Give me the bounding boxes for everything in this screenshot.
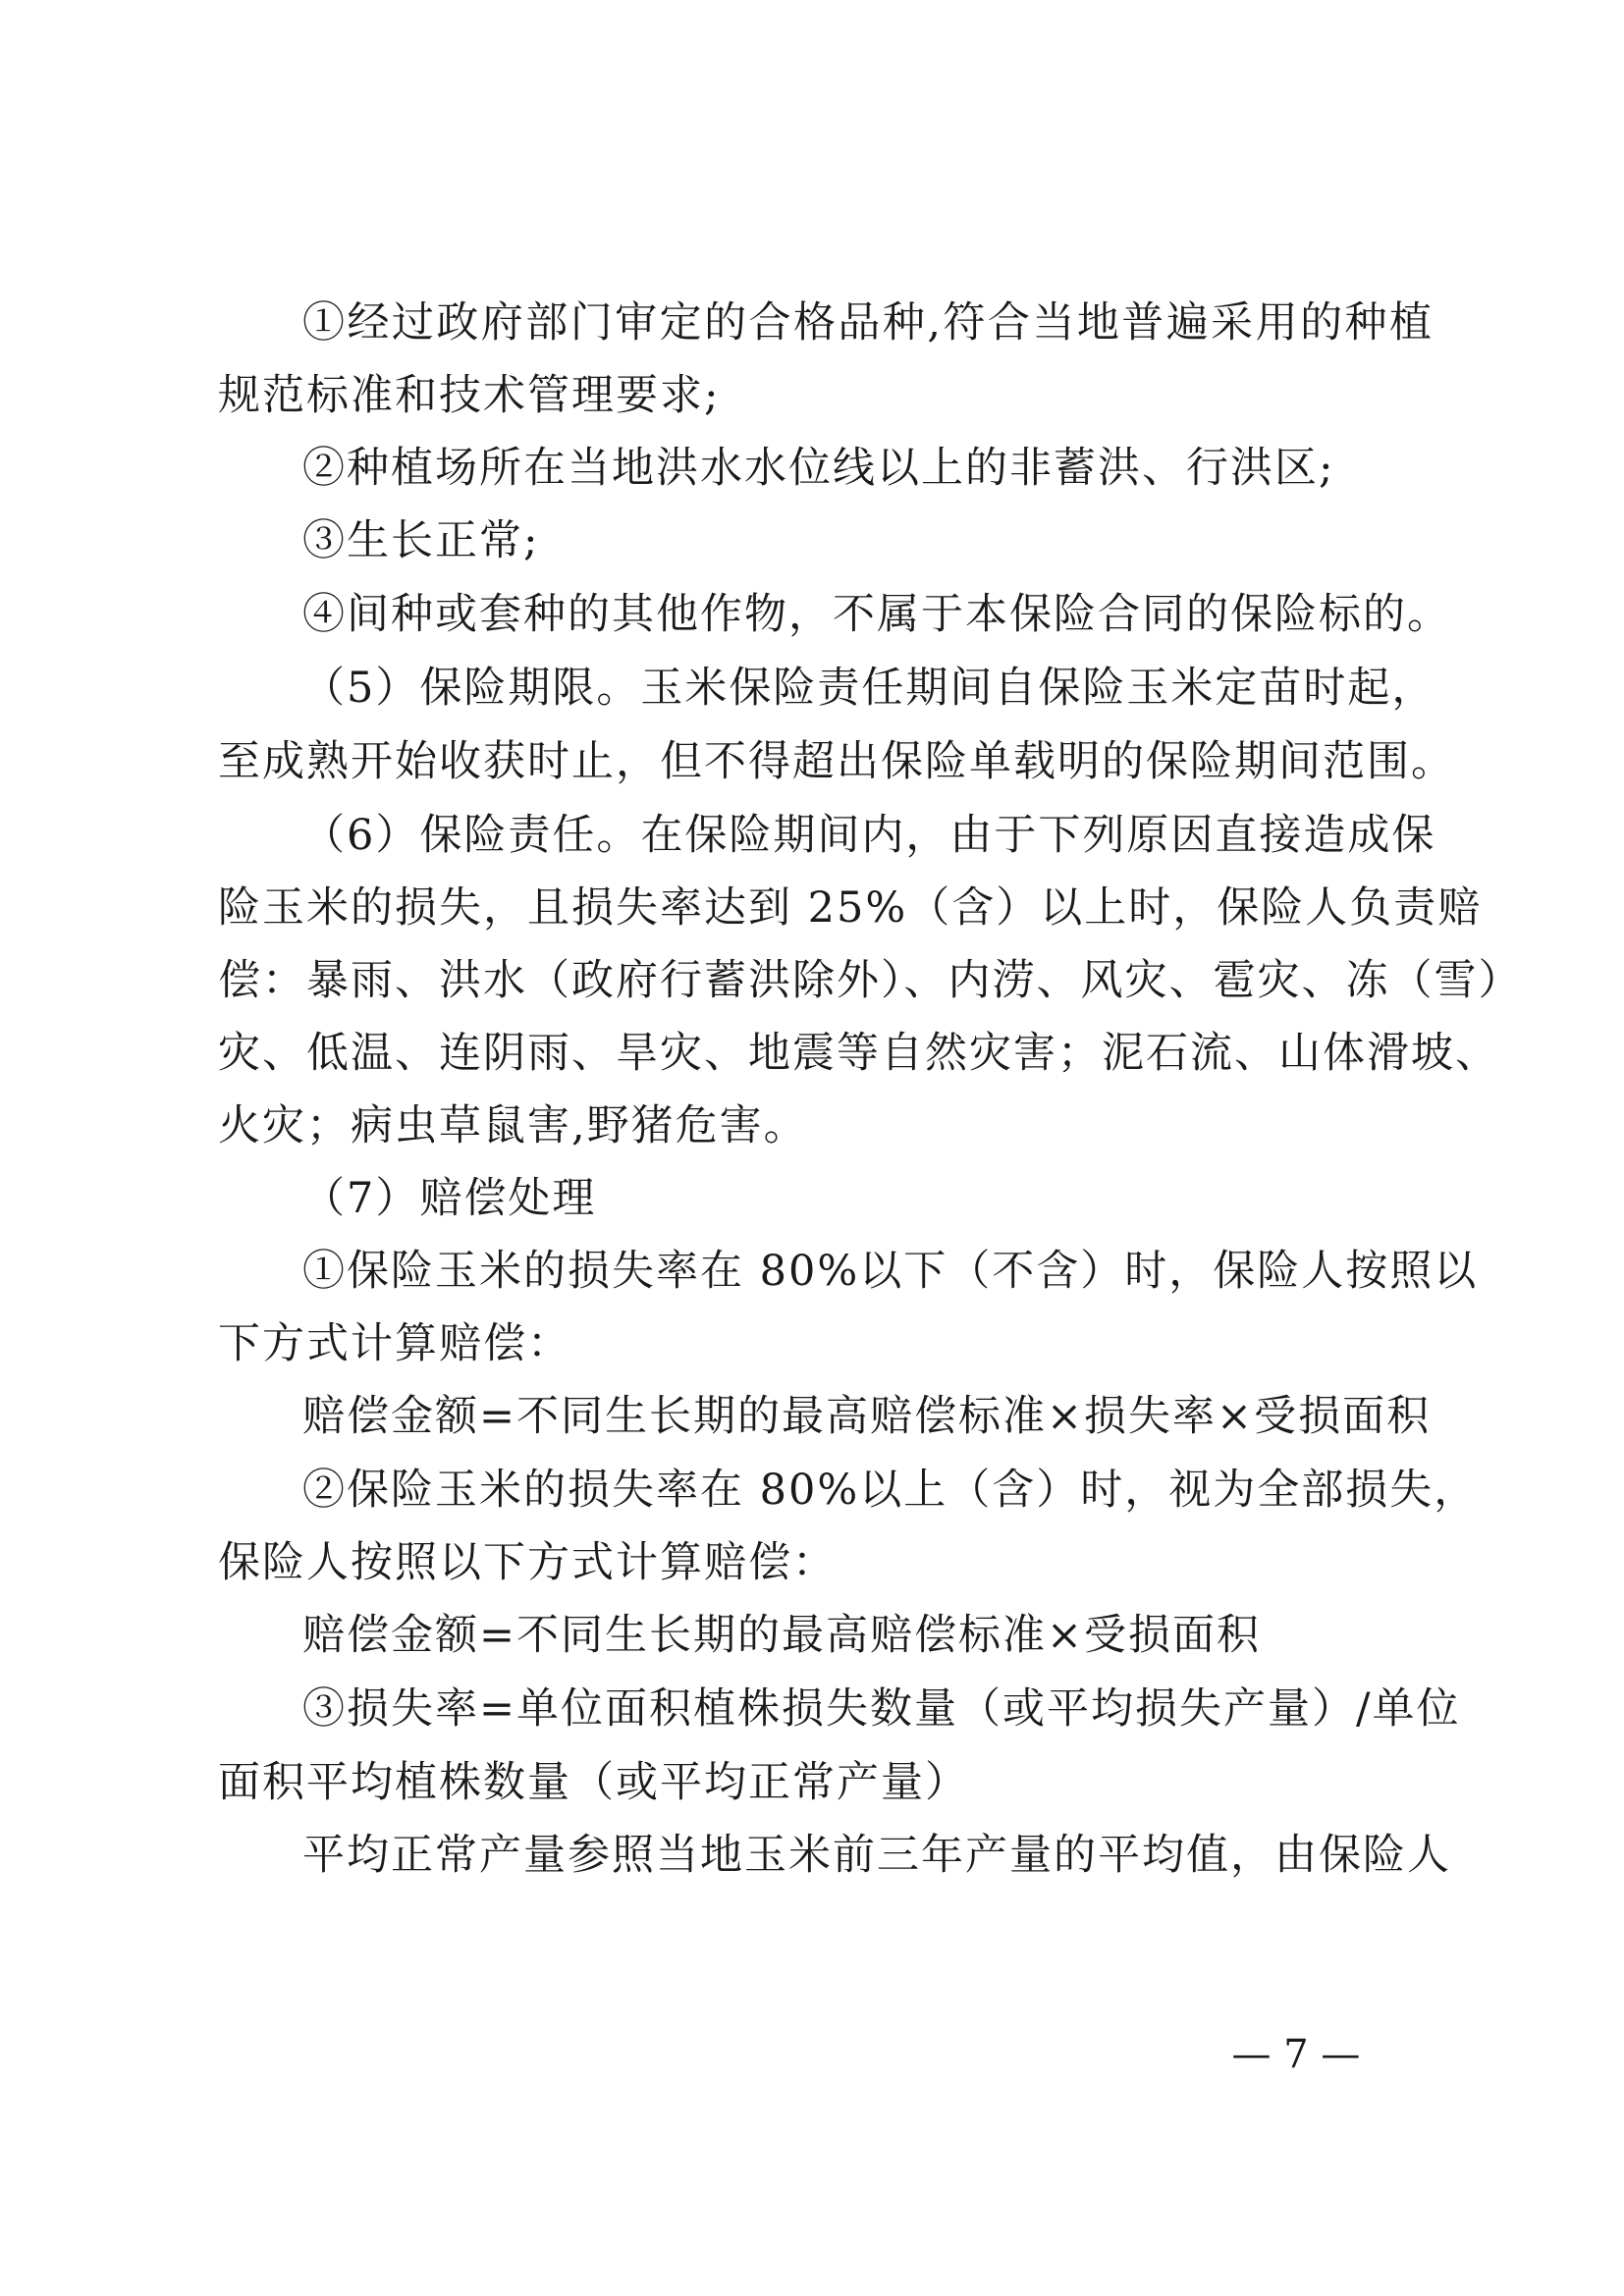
text-line-21: 面积平均植株数量（或平均正常产量） (218, 1758, 969, 1807)
text-line-17: ②保险玉米的损失率在 80%以上（含）时，视为全部损失， (302, 1466, 1479, 1515)
text-line-5: ④间种或套种的其他作物，不属于本保险合同的保险标的。 (302, 590, 1451, 639)
text-line-4: ③生长正常; (302, 516, 540, 565)
text-line-22: 平均正常产量参照当地玉米前三年产量的平均值，由保险人 (302, 1831, 1451, 1880)
text-line-13: （7）赔偿处理 (302, 1174, 597, 1223)
text-line-11: 灾、低温、连阴雨、旱灾、地震等自然灾害；泥石流、山体滑坡、 (218, 1029, 1499, 1078)
text-line-1: ①经过政府部门审定的合格品种,符合当地普遍采用的种植 (302, 298, 1434, 347)
text-line-8: （6）保险责任。在保险期间内，由于下列原因直接造成保 (302, 811, 1436, 860)
text-line-16: 赔偿金额=不同生长期的最高赔偿标准×损失率×受损面积 (302, 1392, 1432, 1441)
text-line-18: 保险人按照以下方式计算赔偿： (218, 1538, 837, 1587)
text-line-14: ①保险玉米的损失率在 80%以下（不含）时，保险人按照以 (302, 1247, 1479, 1296)
text-line-15: 下方式计算赔偿： (218, 1319, 571, 1368)
page-number: — 7 — (1231, 2032, 1361, 2077)
text-line-2: 规范标准和技术管理要求; (218, 371, 721, 420)
text-line-3: ②种植场所在当地洪水水位线以上的非蓄洪、行洪区; (302, 444, 1335, 493)
text-line-7: 至成熟开始收获时止，但不得超出保险单载明的保险期间范围。 (218, 737, 1455, 786)
text-line-9: 险玉米的损失，且损失率达到 25%（含）以上时，保险人负责赔 (218, 883, 1483, 933)
text-line-19: 赔偿金额=不同生长期的最高赔偿标准×受损面积 (302, 1611, 1262, 1660)
text-line-12: 火灾；病虫草鼠害,野猪危害。 (218, 1101, 808, 1150)
text-line-6: （5）保险期限。玉米保险责任期间自保险玉米定苗时起， (302, 664, 1436, 713)
text-line-10: 偿：暴雨、洪水（政府行蓄洪除外）、内涝、风灾、雹灾、冻（雪） (218, 956, 1523, 1005)
text-line-20: ③损失率=单位面积植株损失数量（或平均损失产量）/单位 (302, 1684, 1461, 1734)
